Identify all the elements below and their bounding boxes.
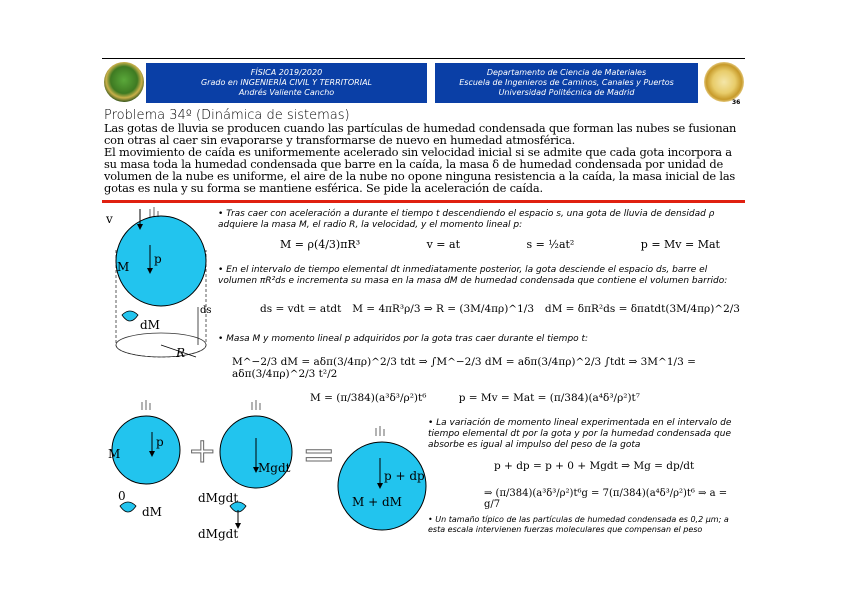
ds-label: ds [200, 305, 212, 316]
etsi-caminos-logo [104, 62, 144, 102]
momentum-equation: p = Mv = Mat [640, 238, 720, 251]
problem-title: Problema 34º (Dinámica de sistemas) [104, 108, 350, 123]
condensed-droplet [120, 502, 136, 512]
dmgdt-label-bottom: dMgdt [198, 527, 239, 541]
bullet-2-text: En el intervalo de tiempo elemental dt inmediatamente posterior, la gota desciende el espacio ds, barre el volumen πR²ds e incrementa su masa en la masa dM de humedad condensada que contiene el volumen barrido: [218, 265, 728, 286]
degree-name: Grado en INGENIERÍA CIVIL Y TERRITORIAL [200, 78, 373, 87]
zero-momentum-label: 0 [118, 489, 126, 503]
m-plus-dm-label: M + dM [352, 495, 402, 509]
slide-header [102, 58, 745, 106]
bullet-marker: • [218, 209, 227, 219]
momentum-label-left: p [156, 435, 164, 449]
school-name: Escuela de Ingenieros de Caminos, Canales y Puertos [459, 78, 674, 87]
bullet-marker: • [218, 334, 227, 344]
velocity-equation: v = at [426, 238, 460, 251]
course-info-box [146, 63, 427, 103]
page-number: 36 [732, 99, 741, 106]
displacement-equation: s = ½at² [526, 238, 575, 251]
momentum-result-equation: p = Mv = Mat = (π/384)(a⁴δ³/ρ²)t⁷ [458, 392, 640, 404]
bullet-1-text: Tras caer con aceleración a durante el tiempo t descendiendo el espacio s, una gota de lluvia de densidad ρ adquiere la masa M, el radio R, la velocidad, y el momento lineal p: [218, 209, 715, 230]
mgdt-label: Mgdt [258, 461, 291, 475]
department-name: Departamento de Ciencia de Materiales [486, 68, 647, 77]
velocity-label: v [106, 212, 113, 226]
red-divider [102, 200, 745, 203]
author-name: Andrés Valiente Cancho [238, 88, 335, 97]
condensed-droplet [122, 311, 138, 321]
impulse-equation: p + dp = p + 0 + Mgdt ⇒ Mg = dp/dt [494, 460, 695, 472]
bullet-4-text: La variación de momento lineal experimentada en el intervalo de tiempo elemental dt por la gota y por la humedad condensada que absorbe es igual al impulso del peso de la gota [428, 418, 732, 450]
mass-result-equation: M = (π/384)(a³δ³/ρ²)t⁶ [310, 392, 427, 404]
bullet-4 [428, 418, 742, 451]
mass-radius-equation: M = ρ(4/3)πR³ [280, 238, 361, 251]
ds-equation: ds = vdt = atdt [260, 303, 342, 315]
dm-label-left: dM [142, 505, 162, 519]
bullet-3 [218, 334, 742, 345]
bullet-marker: • [428, 515, 436, 524]
momentum-label: p [154, 252, 162, 266]
equation-row-2 [260, 303, 740, 315]
drop-before-circle [112, 416, 180, 484]
dmgdt-label-top: dMgdt [198, 491, 239, 505]
bullet-3-text: Masa M y momento lineal p adquiridos por la gota tras caer durante el tiempo t: [226, 334, 589, 344]
problem-paragraph-2: El movimiento de caída es uniformemente acelerado sin velocidad inicial si se admite que cada gota incorpora a su masa toda la humedad condensada que barre en la caída, la masa δ de humedad condensada por unidad de volumen de la nube es uniforme, el aire de la nube no opone ninguna resistencia a la caída, la masa inicial de las gotas es nula y su forma se mantiene esférica. Se pide la aceleración de caída. [104, 145, 736, 195]
bullet-marker: • [218, 265, 227, 275]
problem-paragraph-1: Las gotas de lluvia se producen cuando las partículas de humedad condensada que forman las nubes se fusionan con otras al caer sin evaporarse y transformarse de nuevo en humedad atmosférica. [104, 121, 737, 147]
equation-row-1 [280, 238, 720, 251]
dm-label: dM [140, 318, 160, 332]
course-name: FÍSICA 2019/2020 [250, 68, 323, 77]
radius-equation: M = 4πR³ρ/3 ⇒ R = (3M/4πρ)^1/3 [352, 303, 534, 315]
mass-label-left: M [108, 447, 121, 461]
plus-sign: + [188, 431, 217, 471]
university-name: Universidad Politécnica de Madrid [498, 88, 635, 97]
bullet-5-text: Un tamaño típico de las partículas de humedad condensada es 0,2 μm; a esta escala intervienen fuerzas moleculares que compensan el peso [428, 515, 729, 534]
problem-statement [104, 122, 742, 194]
department-info-box [435, 63, 698, 103]
bullet-5 [428, 515, 742, 535]
bullet-1 [218, 209, 742, 231]
mass-label: M [117, 260, 130, 274]
radius-label: R [176, 346, 186, 360]
equals-sign: = [302, 432, 336, 478]
upm-seal-logo [704, 62, 744, 102]
drop-after-circle [338, 442, 426, 530]
dm-equation: dM = δπR²ds = δπatdt(3M/4πρ)^2/3 [544, 303, 740, 315]
p-plus-dp-label: p + dp [384, 469, 425, 483]
momentum-balance-diagram [104, 398, 428, 542]
falling-drop-diagram [104, 205, 216, 365]
bullet-marker: • [428, 418, 437, 428]
integration-equation: M^−2/3 dM = aδπ(3/4πρ)^2/3 tdt ⇒ ∫M^−2/3 dM = aδπ(3/4πρ)^2/3 ∫tdt ⇒ 3M^1/3 = aδπ(3/4πρ)^2/3 t²/2 [232, 356, 696, 380]
bullet-2 [218, 265, 742, 287]
acceleration-result-equation: ⇒ (π/384)(a³δ³/ρ²)t⁶g = 7(π/384)(a⁴δ³/ρ²)t⁶ ⇒ a = g/7 [484, 488, 728, 510]
